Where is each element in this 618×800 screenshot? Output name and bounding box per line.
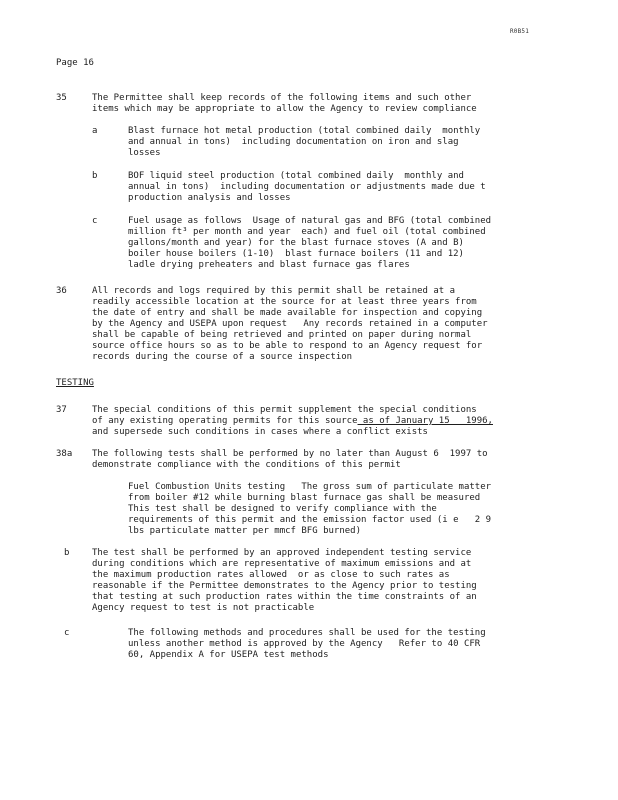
condition-38b-line: during conditions which are representative of maximum emissions and at [92,559,472,569]
condition-38b-line: that testing at such production rates within the time constraints of an [92,592,477,602]
condition-36-line: records during the course of a source inspection [92,352,353,362]
condition-36-line: the date of entry and shall be made available for inspection and copying [92,308,483,318]
page-number: Page 16 [56,58,94,68]
condition-35-number: 35 [56,93,67,103]
condition-38b-label: b [64,548,70,558]
condition-35a-line: losses [128,148,161,158]
condition-38b-line: reasonable if the Permittee demonstrates to the Agency prior to testing [92,581,477,591]
condition-37-line: The special conditions of this permit supplement the special conditions [92,405,477,415]
condition-36-line: by the Agency and USEPA upon request Any records retained in a computer [92,319,488,329]
condition-36-line: All records and logs required by this permit shall be retained at a [92,286,456,296]
condition-38b-line: The test shall be performed by an approved independent testing service [92,548,472,558]
condition-38a-sub-line: from boiler #12 while burning blast furnace gas shall be measured [128,493,481,503]
condition-35a-label: a [92,126,98,136]
condition-38c-line: 60, Appendix A for USEPA test methods [128,650,329,660]
condition-35b-line: production analysis and losses [128,193,291,203]
condition-35b-line: annual in tons) including documentation or adjustments made due t [128,182,486,192]
condition-37-line: and supersede such conditions in cases where a conflict exists [92,427,428,437]
condition-36-number: 36 [56,286,67,296]
condition-35a-line: and annual in tons) including documentation on iron and slag [128,137,459,147]
document-stamp: R0B51 [510,28,530,35]
condition-38a-sub-line: This test shall be designed to verify compliance with the [128,504,437,514]
condition-35b-line: BOF liquid steel production (total combined daily monthly and [128,171,464,181]
condition-37-text: of any existing operating permits for this source [92,416,358,426]
condition-35c-line: million ft³ per month and year each) and fuel oil (total combined [128,227,486,237]
condition-35-line: The Permittee shall keep records of the following items and such other [92,93,472,103]
condition-36-line: source office hours so as to be able to respond to an Agency request for [92,341,483,351]
condition-35-line: items which may be appropriate to allow the Agency to review compliance [92,104,477,114]
condition-36-line: readily accessible location at the source for at least three years from [92,297,477,307]
condition-38c-label: c [64,628,70,638]
condition-38b-line: the maximum production rates allowed or as close to such rates as [92,570,450,580]
condition-38a-sub-line: requirements of this permit and the emission factor used (i e 2 9 [128,515,492,525]
condition-37-date-underlined: as of January 15 1996, [357,416,493,426]
condition-38b-line: Agency request to test is not practicable [92,603,315,613]
condition-35c-line: boiler house boilers (1-10) blast furnace boilers (11 and 12) [128,249,464,259]
condition-38a-line: The following tests shall be performed by no later than August 6 1997 to [92,449,488,459]
condition-35a-line: Blast furnace hot metal production (total combined daily monthly [128,126,481,136]
section-heading-testing: TESTING [56,378,94,388]
condition-37-line [92,416,493,427]
condition-38a-number: 38a [56,449,73,459]
condition-35c-label: c [92,216,98,226]
condition-35c-line: gallons/month and year) for the blast furnace stoves (A and B) [128,238,464,248]
condition-38c-line: The following methods and procedures shall be used for the testing [128,628,486,638]
condition-35c-line: Fuel usage as follows Usage of natural gas and BFG (total combined [128,216,492,226]
condition-38a-line: demonstrate compliance with the conditions of this permit [92,460,401,470]
condition-38c-line: unless another method is approved by the Agency Refer to 40 CFR [128,639,481,649]
condition-37-number: 37 [56,405,67,415]
condition-36-line: shall be capable of being retrieved and printed on paper during normal [92,330,472,340]
condition-35b-label: b [92,171,98,181]
condition-35c-line: ladle drying preheaters and blast furnace gas flares [128,260,410,270]
condition-38a-sub-line: Fuel Combustion Units testing The gross sum of particulate matter [128,482,492,492]
condition-38a-sub-line: lbs particulate matter per mmcf BFG burned) [128,526,361,536]
